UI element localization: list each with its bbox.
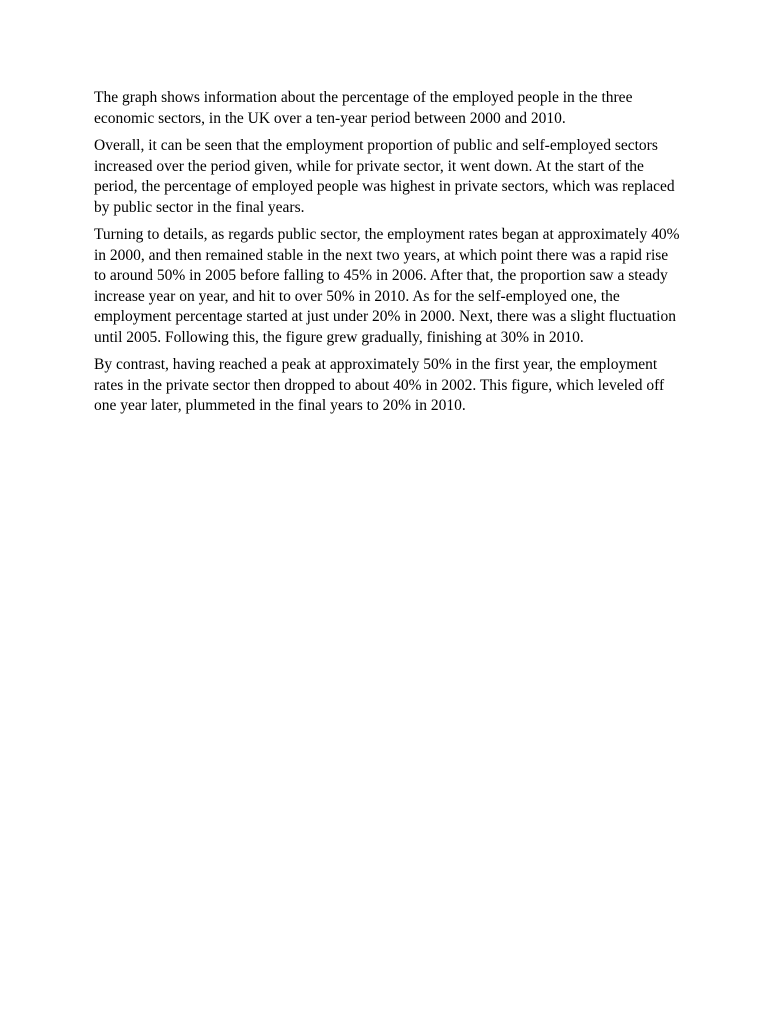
- document-body: [94, 88, 680, 424]
- paragraph-details-private: By contrast, having reached a peak at approximately 50% in the first year, the employment rates in the private sector then dropped to about 40% in 2002. This figure, which leveled off one year later, plummeted in the final years to 20% in 2010.: [94, 356, 665, 414]
- paragraph-overview: Overall, it can be seen that the employment proportion of public and self-employed sectors increased over the period given, while for private sector, it went down. At the start of the period, the percentage of employed people was highest in private sectors, which was replaced by public sector in the final years.: [94, 137, 675, 216]
- paragraph-intro: The graph shows information about the percentage of the employed people in the three economic sectors, in the UK over a ten-year period between 2000 and 2010.: [94, 89, 633, 127]
- paragraph-details-public: Turning to details, as regards public sector, the employment rates began at approximately 40% in 2000, and then remained stable in the next two years, at which point there was a rapid rise to around 50% in 2005 before falling to 45% in 2006. After that, the proportion saw a steady increase year on year, and hit to over 50% in 2010. As for the self-employed one, the employment percentage started at just under 20% in 2000. Next, there was a slight fluctuation until 2005. Following this, the figure grew gradually, finishing at 30% in 2010.: [94, 226, 680, 346]
